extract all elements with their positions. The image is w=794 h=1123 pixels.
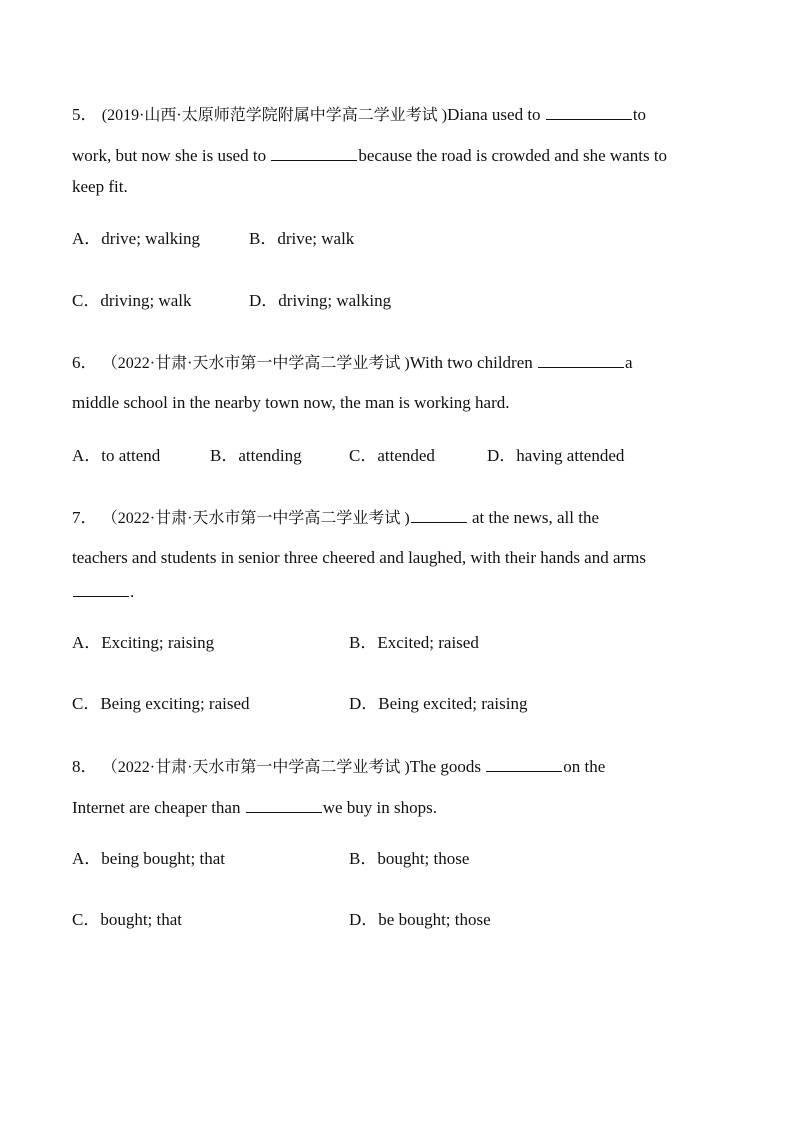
question-text: The goods [409, 757, 486, 776]
question-source: （2022·甘肃·天水市第一中学高二学业考试 ) [101, 759, 410, 776]
answer-blank[interactable] [73, 580, 129, 597]
option-d[interactable]: D．be bought; those [349, 910, 491, 929]
answer-blank[interactable] [538, 351, 624, 368]
question-8-line-1 [72, 755, 605, 779]
question-5-line-3: keep fit. [72, 177, 128, 196]
question-5-line-1 [72, 103, 646, 127]
option-c[interactable]: C．attended [349, 446, 435, 465]
option-c[interactable]: C．driving; walk [72, 291, 192, 310]
question-text: at the news, all the [467, 508, 599, 527]
option-a[interactable]: A．to attend [72, 446, 161, 465]
question-text: work, but now she is used to [72, 146, 271, 165]
answer-blank[interactable] [411, 506, 467, 523]
question-text: a [625, 353, 633, 372]
question-text: . [130, 582, 135, 601]
question-7-line-3 [72, 580, 134, 603]
question-text: Internet are cheaper than [72, 798, 245, 817]
question-5-line-2 [72, 144, 667, 167]
option-d[interactable]: D．having attended [487, 446, 625, 465]
question-text: to [632, 105, 647, 124]
option-c[interactable]: C．bought; that [72, 910, 183, 929]
option-d[interactable]: D．Being excited; raising [349, 694, 528, 713]
answer-blank[interactable] [246, 796, 322, 813]
question-text: With two children [409, 353, 538, 372]
option-b[interactable]: B．Excited; raised [349, 633, 479, 652]
question-7-line-2: teachers and students in senior three cheered and laughed, with their hands and arms [72, 548, 647, 567]
answer-blank[interactable] [271, 144, 357, 161]
question-number: 8． [72, 757, 98, 776]
question-number: 6． [72, 353, 98, 372]
question-number: 5． [72, 105, 98, 124]
option-a[interactable]: A．being bought; that [72, 849, 225, 868]
option-b[interactable]: B．bought; those [349, 849, 470, 868]
option-a[interactable]: A．Exciting; raising [72, 633, 215, 652]
answer-blank[interactable] [546, 103, 632, 120]
question-source: (2019·山西·太原师范学院附属中学高二学业考试 ) [101, 107, 448, 124]
option-a[interactable]: A．drive; walking [72, 229, 200, 248]
answer-blank[interactable] [486, 755, 562, 772]
question-source: （2022·甘肃·天水市第一中学高二学业考试 ) [101, 510, 410, 527]
question-text: we buy in shops. [322, 798, 438, 817]
question-source: （2022·甘肃·天水市第一中学高二学业考试 ) [101, 355, 410, 372]
question-number: 7． [72, 508, 98, 527]
option-d[interactable]: D．driving; walking [249, 291, 392, 310]
question-6-line-2: middle school in the nearby town now, the man is working hard. [72, 393, 510, 412]
question-text: because the road is crowded and she wants to [358, 146, 668, 165]
question-7-line-1 [72, 506, 599, 530]
option-c[interactable]: C．Being exciting; raised [72, 694, 250, 713]
question-text: on the [563, 757, 606, 776]
option-b[interactable]: B．attending [210, 446, 302, 465]
question-6-line-1 [72, 351, 633, 375]
option-b[interactable]: B．drive; walk [249, 229, 355, 248]
question-8-line-2 [72, 796, 437, 819]
question-text: Diana used to [447, 105, 545, 124]
